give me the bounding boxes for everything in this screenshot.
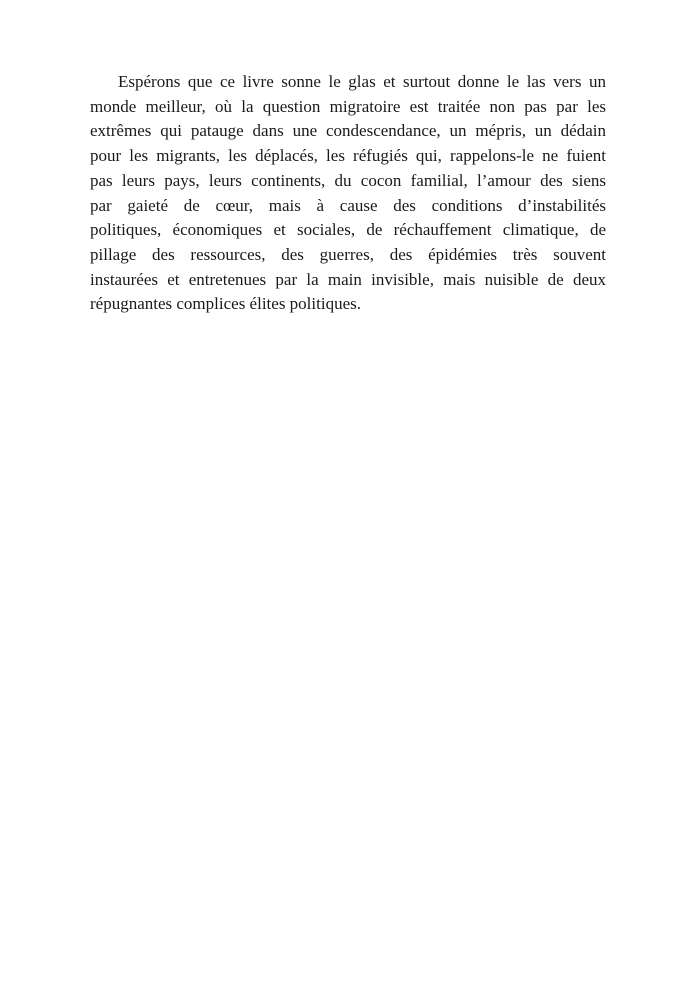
paragraph-line: politiques, économiques et sociales, de réchauffement climatique, de xyxy=(90,220,606,240)
paragraph-line: répugnantes complices élites politiques. xyxy=(90,294,361,314)
paragraph-line: pillage des ressources, des guerres, des épidémies très souvent xyxy=(90,244,606,264)
paragraph-line: Espérons que ce livre sonne le glas et surtout donne le las vers un xyxy=(118,72,606,91)
paragraph-line: par gaieté de cœur, mais à cause des conditions d’instabilités xyxy=(90,195,606,215)
paragraph-line: instaurées et entretenues par la main invisible, mais nuisible de deux xyxy=(90,269,606,289)
paragraph-line: monde meilleur, où la question migratoire est traitée non pas par les xyxy=(90,96,606,116)
paragraph-line: pas leurs pays, leurs continents, du cocon familial, l’amour des siens xyxy=(90,170,606,190)
paragraph-line: pour les migrants, les déplacés, les réfugiés qui, rappelons-le ne fuient xyxy=(90,146,606,166)
body-paragraph xyxy=(90,70,606,317)
paragraph-line: extrêmes qui patauge dans une condescendance, un mépris, un dédain xyxy=(90,121,606,141)
